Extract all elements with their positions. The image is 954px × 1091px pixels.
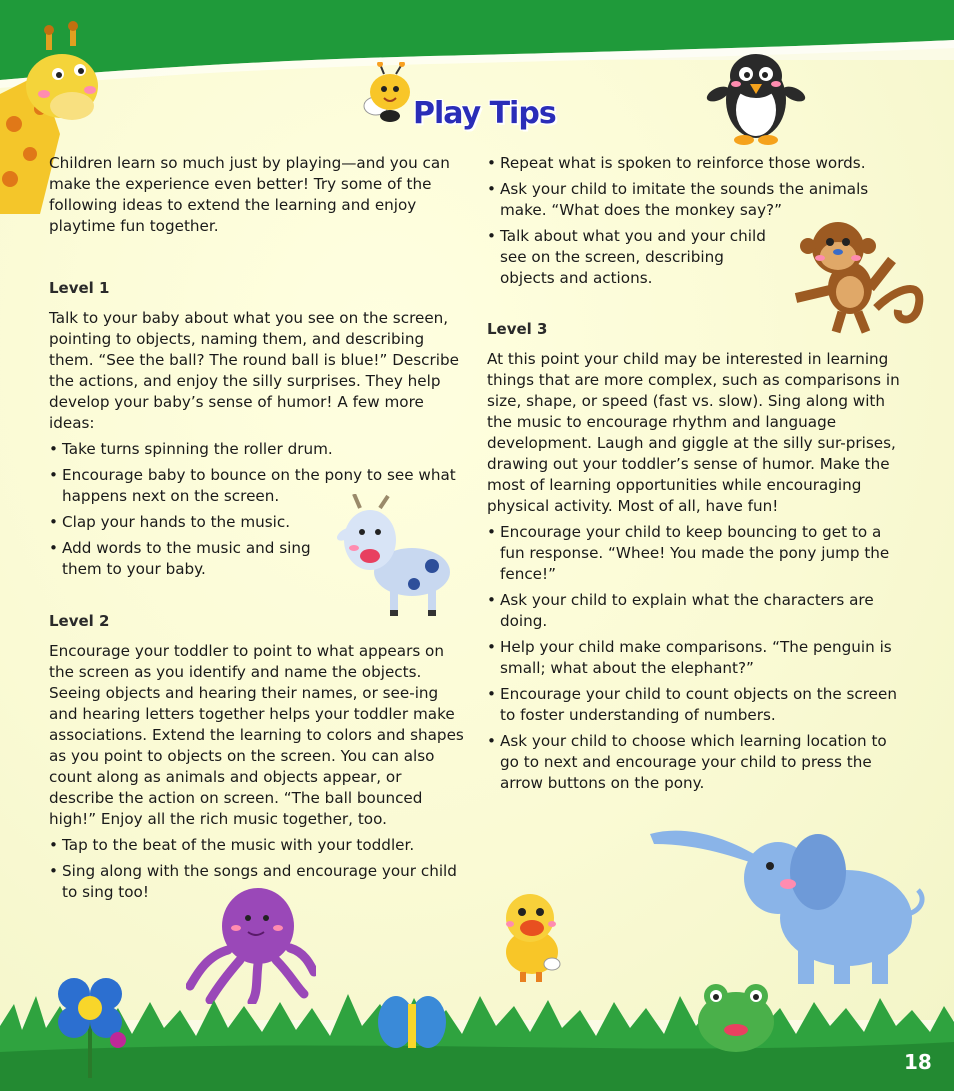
- list-item: • Clap your hands to the music.: [49, 512, 464, 533]
- list-item: • Talk about what you and your child see on the screen, describing objects and actions.: [487, 226, 907, 289]
- intro-paragraph: Children learn so much just by playing—and you can make the experience even better! Try some of the following ideas to extend the learning and enjoy playtime fun together.: [49, 154, 450, 235]
- level-2-bullets: [49, 835, 464, 903]
- list-item: • Repeat what is spoken to reinforce those words.: [487, 153, 907, 174]
- list-item: • Ask your child to explain what the characters are doing.: [487, 590, 907, 632]
- level-2-heading: Level 2: [49, 612, 110, 630]
- left-column: [49, 153, 464, 903]
- list-item: • Take turns spinning the roller drum.: [49, 439, 464, 460]
- tips-bullets: [487, 153, 907, 289]
- list-item: • Ask your child to choose which learning location to go to next and encourage your child to press the arrow buttons on the pony.: [487, 731, 907, 794]
- page-title: Play Tips: [413, 96, 556, 131]
- level-1-body: Talk to your baby about what you see on the screen, pointing to objects, naming them, and describing them. “See the ball? The round ball is blue!” Describe the actions, and enjoy the silly surprises. They help develop your baby’s sense of humor! A few more ideas:: [49, 309, 459, 432]
- level-3-body: At this point your child may be interested in learning things that are more complex, such as comparisons in size, shape, or speed (fast vs. slow). Sing along with the music to encourage rhythm and language development. Laugh and giggle at the silly sur-prises, drawing out your toddler’s sense of humor. Make the most of learning opportunities while encouraging physical activity. Most of all, have fun!: [487, 350, 900, 515]
- list-item: • Add words to the music and sing them to your baby.: [49, 538, 464, 580]
- level-3-heading: Level 3: [487, 320, 548, 338]
- list-item: • Encourage your child to count objects on the screen to foster understanding of numbers.: [487, 684, 907, 726]
- list-item: • Tap to the beat of the music with your toddler.: [49, 835, 464, 856]
- list-item: • Sing along with the songs and encourage your child to sing too!: [49, 861, 464, 903]
- list-item: • Help your child make comparisons. “The penguin is small; what about the elephant?”: [487, 637, 907, 679]
- level-3-bullets: [487, 522, 907, 794]
- bee-illustration: [360, 62, 416, 124]
- elephant-illustration: [646, 818, 930, 988]
- level-2-body: Encourage your toddler to point to what appears on the screen as you identify and name the objects. Seeing objects and hearing their names, or see-ing and hearing letters together helps your toddler make associations. Extend the learning to colors and shapes as you point to objects on the screen. You can also count along as animals and objects appear, or describe the action on screen. “The ball bounced high!” Enjoy all the rich music together, too.: [49, 642, 464, 828]
- list-item: • Encourage baby to bounce on the pony to see what happens next on the screen.: [49, 465, 464, 507]
- page-number: 18: [904, 1050, 932, 1074]
- grass-border: [0, 966, 954, 1091]
- level-1-bullets: [49, 439, 464, 580]
- list-item: • Ask your child to imitate the sounds the animals make. “What does the monkey say?”: [487, 179, 907, 221]
- level-1-heading: Level 1: [49, 279, 110, 297]
- right-column: [487, 153, 907, 794]
- frog-illustration: [698, 984, 774, 1052]
- list-item: • Encourage your child to keep bouncing to get to a fun response. “Whee! You made the pony jump the fence!”: [487, 522, 907, 585]
- penguin-illustration: [706, 40, 806, 148]
